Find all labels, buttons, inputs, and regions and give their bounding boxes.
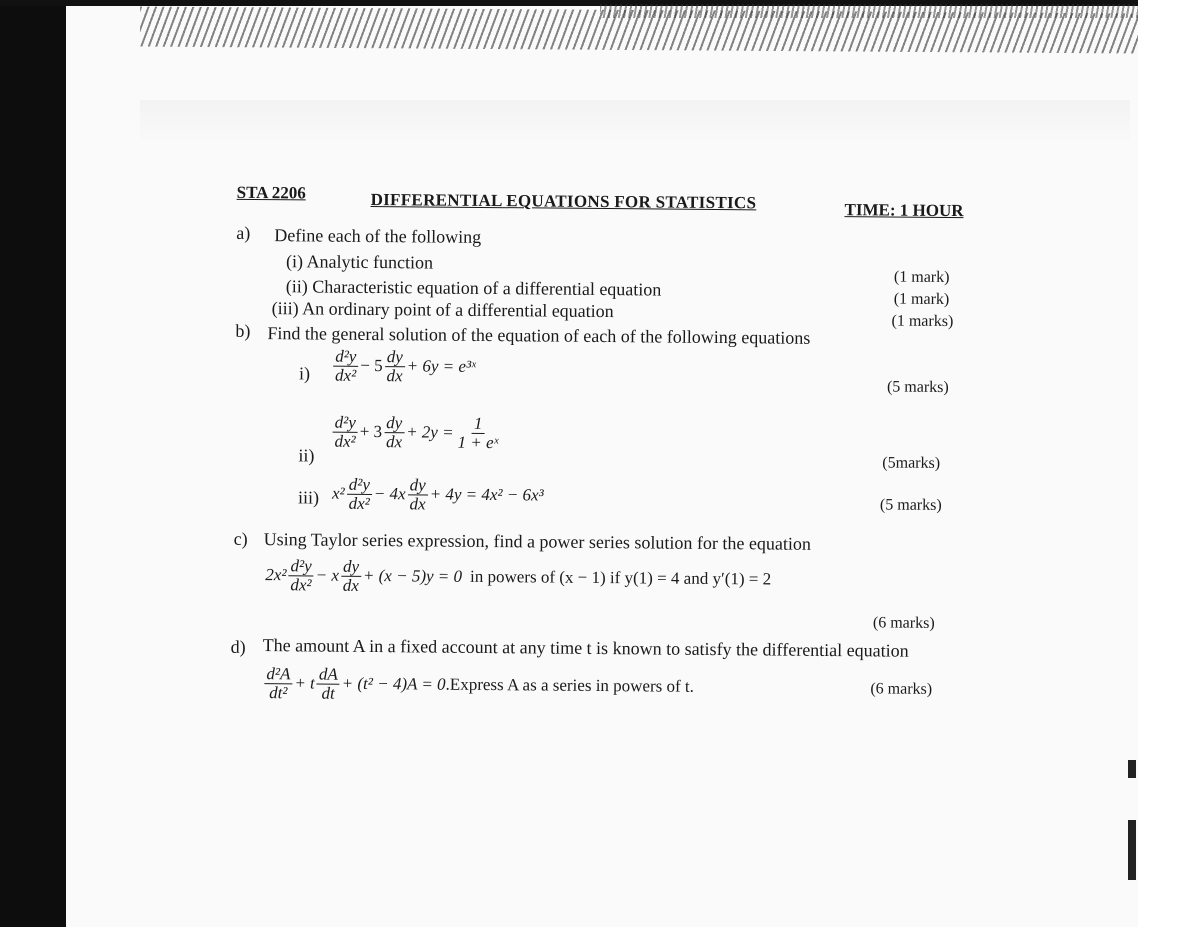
equation-prefix: 2x² [265,565,287,585]
fraction [264,665,292,702]
fraction [384,414,404,451]
marks-label: (5marks) [882,454,941,472]
numerator: dA [317,666,340,685]
equation-d [262,665,694,705]
numerator: dy [408,476,428,495]
fraction [341,558,361,595]
equation-rest: + 4y = 4x² − 6x³ [429,484,544,505]
equation-b-iii [332,476,544,515]
denominator: dx² [290,575,312,595]
question-b-label: b) [235,320,251,341]
numerator: dy [385,348,405,367]
question-a-item: (ii) Characteristic equation of a differential equation [285,276,662,300]
denominator: dx² [334,431,356,451]
operator: + 3 [359,422,383,442]
marks-label: (5 marks) [886,378,949,397]
fraction [333,348,358,385]
numerator: dy [384,414,404,433]
numerator: d²y [288,557,313,576]
denominator: dx² [334,365,357,385]
numerator: 1 [472,415,485,434]
question-b-item-label: iii) [297,487,320,508]
question-b-item-label: ii) [298,445,315,466]
fraction [407,476,427,513]
denominator: 1 + eˣ [457,432,499,452]
numerator: d²A [264,665,292,684]
numerator: d²y [347,476,372,495]
marks-label: (1 mark) [893,268,950,287]
operator: − x [315,565,340,586]
fraction [347,476,372,513]
equation-rest: + 6y = e³ˣ [406,356,476,377]
fraction [332,414,357,451]
marks-label: (1 marks) [891,312,954,331]
fraction [288,557,313,594]
denominator: dx [409,494,426,514]
operator: + t [294,673,315,693]
equation-tail: in powers of (x − 1) if y(1) = 4 and y′(1) = 2 [469,567,772,589]
denominator: dx [342,575,359,595]
course-code: STA 2206 [236,182,306,203]
fraction [455,415,500,452]
marks-label: (6 marks) [872,614,935,632]
question-c-label: c) [233,528,248,549]
denominator: dx [386,365,403,386]
numerator: dy [341,558,361,577]
fraction [317,666,340,703]
marks-label: (5 marks) [879,496,942,514]
operator: − 5 [360,356,383,376]
marks-label: (1 mark) [893,290,950,309]
question-a-text: Define each of the following [274,225,482,247]
equation-mid: + 2y = [406,422,454,443]
denominator: dt [321,683,335,703]
equation-prefix: x² [331,484,345,504]
marks-label: (6 marks) [870,680,933,698]
denominator: dx [385,431,403,452]
equation-c [265,557,771,598]
denominator: dt² [269,682,288,703]
question-b-item-label: i) [299,363,311,384]
operator: − 4x [373,484,406,504]
question-c-text: Using Taylor series expression, find a power series solution for the equation [263,529,812,554]
question-a-label: a) [236,222,251,243]
question-a-item: (iii) An ordinary point of a differential equation [271,298,614,322]
denominator: dx² [348,493,370,513]
exam-time: TIME: 1 HOUR [844,200,964,221]
question-d-label: d) [230,636,246,657]
equation-rest: + (x − 5)y = 0 [362,566,463,587]
question-d-text: The amount A in a fixed account at any time t is known to satisfy the differential equation [262,635,909,661]
equation-b-i [331,348,476,386]
fraction [384,348,404,385]
question-a-item: (i) Analytic function [285,251,434,273]
equation-b-ii [330,414,502,452]
equation-rest: + (t² − 4)A = 0 [341,674,446,695]
course-title: DIFFERENTIAL EQUATIONS FOR STATISTICS [370,189,757,213]
equation-tail: .Express A as a series in powers of t. [445,675,695,697]
question-b-text: Find the general solution of the equation of each of the following equations [267,323,811,348]
numerator: d²y [333,414,358,433]
numerator: d²y [333,348,358,367]
